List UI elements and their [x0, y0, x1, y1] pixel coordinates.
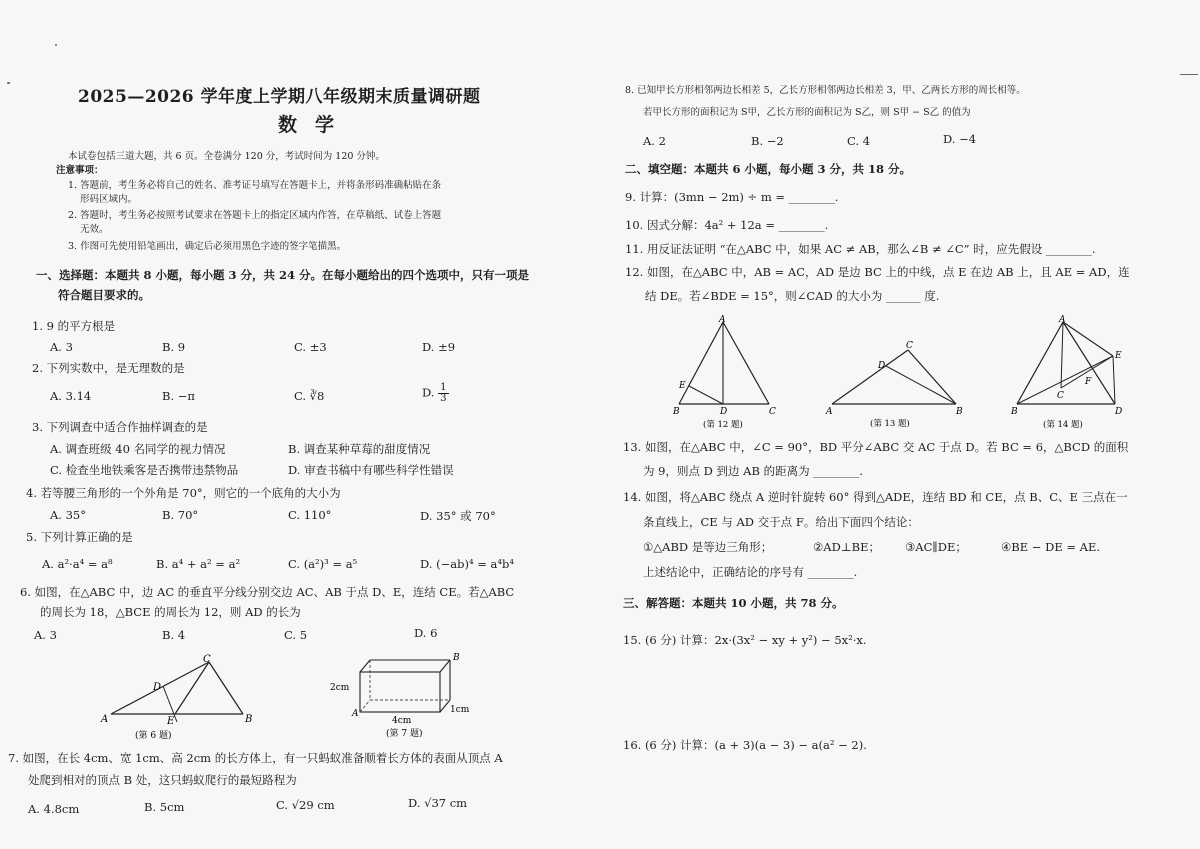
notice-item: 无效。	[80, 224, 109, 235]
q7-option-a: A. 4.8cm	[28, 802, 80, 816]
notice-title: 注意事项：	[56, 165, 104, 176]
q8-option-b: B. −2	[751, 134, 784, 148]
section1-heading: 一、选择题：本题共 8 小题，每小题 3 分，共 24 分。在每小题给出的四个选项中，只有一项是	[36, 268, 530, 282]
conclusion-1: ①△ABD 是等边三角形；	[643, 540, 773, 554]
question-15: 15. (6 分) 计算：2x·(3x² − xy + y²) − 5x²·x.	[623, 633, 867, 647]
svg-text:A: A	[352, 709, 359, 719]
notice-item: 形码区域内。	[80, 194, 138, 205]
figure-7-height: 2cm	[330, 683, 350, 693]
question-11: 11. 用反证法证明 “在△ABC 中，如果 AC ≠ AB，那么∠B ≠ ∠C” 时，应先假设 ________.	[625, 242, 1096, 256]
q4-option-d: D. 35° 或 70°	[420, 509, 496, 523]
scan-speck	[55, 44, 57, 46]
svg-text:B: B	[1011, 407, 1018, 417]
q7-option-c: C. √29 cm	[276, 798, 335, 812]
question-13: 13. 如图，在△ABC 中，∠C = 90°，BD 平分∠ABC 交 AC 于点 D。若 BC = 6，△BCD 的面积	[623, 440, 1129, 454]
svg-text:A: A	[1059, 315, 1066, 325]
notice-item: 2. 答题时，考生务必按照考试要求在答题卡上的指定区域内作答，在草稿纸、试卷上答题	[68, 210, 442, 221]
scan-speck	[1180, 74, 1198, 75]
figure-13	[820, 330, 970, 430]
q3-option-a: A. 调查班级 40 名同学的视力情况	[50, 442, 226, 456]
svg-text:E: E	[679, 381, 686, 391]
q6-option-b: B. 4	[162, 628, 186, 642]
svg-text:D: D	[1115, 407, 1123, 417]
question-12: 12. 如图，在△ABC 中，AB = AC，AD 是边 BC 上的中线，点 E 在边 AB 上，且 AE = AD，连	[625, 265, 1130, 279]
question-3: 3. 下列调查中适合作抽样调查的是	[32, 420, 208, 434]
svg-text:D: D	[878, 361, 886, 371]
question-12: 结 DE。若∠BDE = 15°，则∠CAD 的大小为 ______ 度.	[645, 289, 940, 303]
q2-option-d-label: D.	[422, 385, 435, 400]
q2-option-c: C. ∛8	[294, 389, 325, 403]
fraction-denominator: 3	[440, 393, 447, 404]
svg-text:C: C	[906, 341, 913, 351]
svg-text:B: B	[956, 407, 963, 417]
svg-text:B: B	[245, 714, 253, 725]
q7-option-b: B. 5cm	[144, 800, 185, 814]
q4-option-c: C. 110°	[288, 508, 332, 522]
q6-option-d: D. 6	[414, 626, 438, 640]
figure-7	[330, 650, 490, 740]
q5-option-c: C. (a²)³ = a⁵	[288, 557, 358, 571]
figure-7-length: 4cm	[392, 716, 412, 726]
figure-7-caption: (第 7 题)	[386, 729, 423, 739]
q1-option-a: A. 3	[50, 340, 73, 354]
exam-title: 2025—2026 学年度上学期八年级期末质量调研题	[78, 87, 481, 107]
question-14: 14. 如图，将△ABC 绕点 A 逆时针旋转 60° 得到△ADE，连结 BD 和 CE，点 B、C、E 三点在一	[623, 490, 1128, 504]
question-7: 处爬到相对的顶点 B 处，这只蚂蚁爬行的最短路程为	[28, 773, 297, 787]
svg-text:D: D	[720, 407, 728, 417]
question-14-prompt: 上述结论中，正确结论的序号有 ________.	[643, 565, 858, 579]
q5-option-b: B. a⁴ + a² = a²	[156, 557, 241, 571]
question-8: 若甲长方形的面积记为 S甲，乙长方形的面积记为 S乙，则 S甲 − S乙 的值为	[643, 107, 971, 118]
fraction-numerator: 1	[440, 382, 447, 393]
svg-text:C: C	[1057, 391, 1064, 401]
question-1: 1. 9 的平方根是	[32, 319, 116, 333]
question-5: 5. 下列计算正确的是	[26, 530, 133, 544]
figure-6-caption: (第 6 题)	[135, 731, 172, 740]
svg-text:D: D	[153, 682, 162, 693]
q2-option-d	[422, 383, 449, 404]
q6-option-a: A. 3	[34, 628, 57, 642]
intro-line: 本试卷包括三道大题，共 6 页。全卷满分 120 分，考试时间为 120 分钟。	[68, 151, 385, 162]
figure-12-caption: (第 12 题)	[703, 420, 743, 430]
svg-text:A: A	[101, 714, 109, 725]
figure-12	[665, 312, 795, 430]
q1-option-c: C. ±3	[294, 340, 327, 354]
section1-heading: 符合题目要求的。	[58, 288, 150, 302]
figure-14	[1005, 312, 1135, 430]
notice-item: 3. 作图可先使用铅笔画出，确定后必须用黑色字迹的签字笔描黑。	[68, 241, 347, 252]
conclusion-3: ③AC∥DE；	[905, 540, 967, 554]
conclusion-2: ②AD⊥BE；	[813, 540, 880, 554]
svg-text:B: B	[673, 407, 680, 417]
question-16: 16. (6 分) 计算：(a + 3)(a − 3) − a(a² − 2).	[623, 738, 867, 752]
question-14: 条直线上，CE 与 AD 交于点 F。给出下面四个结论：	[643, 515, 919, 529]
svg-text:F: F	[1085, 377, 1092, 387]
question-7: 7. 如图，在长 4cm、宽 1cm、高 2cm 的长方体上，有一只蚂蚁准备顺着长方体的表面从顶点 A	[8, 751, 503, 765]
figure-7-width: 1cm	[450, 705, 470, 715]
question-6: 6. 如图，在△ABC 中，边 AC 的垂直平分线分别交边 AC、AB 于点 D、E，连结 CE。若△ABC	[20, 585, 515, 599]
q2-option-b: B. −π	[162, 389, 195, 403]
svg-text:C: C	[203, 654, 211, 665]
q8-option-a: A. 2	[643, 134, 666, 148]
question-2: 2. 下列实数中，是无理数的是	[32, 361, 185, 375]
q8-option-c: C. 4	[847, 134, 871, 148]
svg-text:A: A	[719, 315, 726, 325]
q5-option-a: A. a²·a⁴ = a⁸	[42, 557, 113, 571]
svg-text:C: C	[769, 407, 776, 417]
figure-6	[95, 650, 265, 740]
svg-text:E: E	[167, 716, 175, 727]
q4-option-b: B. 70°	[162, 508, 199, 522]
scan-speck	[7, 82, 10, 84]
q3-option-b: B. 调查某种草莓的甜度情况	[288, 442, 431, 456]
question-13: 为 9，则点 D 到边 AB 的距离为 ________.	[643, 464, 863, 478]
q3-option-d: D. 审查书稿中有哪些科学性错误	[288, 463, 454, 477]
svg-text:E: E	[1115, 351, 1122, 361]
svg-text:B: B	[453, 653, 460, 663]
q1-option-b: B. 9	[162, 340, 186, 354]
section2-heading: 二、填空题：本题共 6 小题，每小题 3 分，共 18 分。	[625, 162, 912, 176]
q2-option-a: A. 3.14	[50, 389, 92, 403]
q6-option-c: C. 5	[284, 628, 308, 642]
subject-title: 数学	[278, 114, 353, 136]
figure-14-caption: (第 14 题)	[1043, 420, 1083, 430]
svg-text:A: A	[826, 407, 833, 417]
figure-13-caption: (第 13 题)	[870, 419, 910, 429]
q8-option-d: D. −4	[943, 132, 977, 146]
question-8: 8. 已知甲长方形相邻两边长相差 5，乙长方形相邻两边长相差 3，甲、乙两长方形的周长相等。	[625, 85, 1026, 96]
q3-option-c: C. 检查坐地铁乘客是否携带违禁物品	[50, 463, 239, 477]
q4-option-a: A. 35°	[50, 508, 86, 522]
question-4: 4. 若等腰三角形的一个外角是 70°，则它的一个底角的大小为	[26, 486, 341, 500]
conclusion-4: ④BE − DE = AE.	[1001, 540, 1101, 554]
question-10: 10. 因式分解：4a² + 12a = ________.	[625, 218, 829, 232]
q5-option-d: D. (−ab)⁴ = a⁴b⁴	[420, 557, 514, 571]
question-6: 的周长为 18，△BCE 的周长为 12，则 AD 的长为	[40, 605, 301, 619]
notice-item: 1. 答题前，考生务必将自己的姓名、准考证号填写在答题卡上，并将条形码准确粘贴在条	[68, 180, 442, 191]
q1-option-d: D. ±9	[422, 340, 456, 354]
section3-heading: 三、解答题：本题共 10 小题，共 78 分。	[623, 596, 844, 610]
q7-option-d: D. √37 cm	[408, 796, 468, 810]
fraction	[438, 383, 448, 404]
question-9: 9. 计算：(3mn − 2m) ÷ m = ________.	[625, 190, 839, 204]
